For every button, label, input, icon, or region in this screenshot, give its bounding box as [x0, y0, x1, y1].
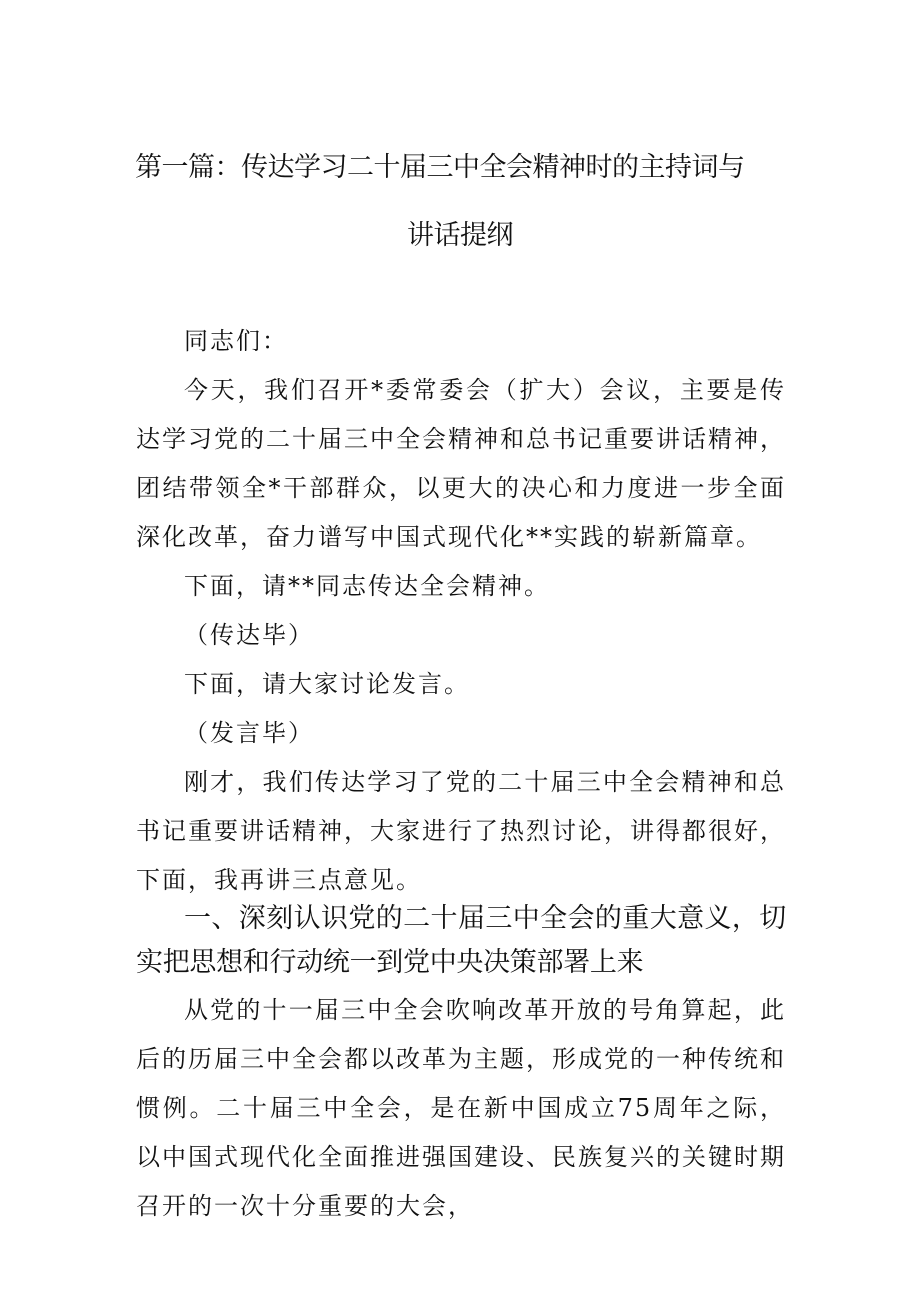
paragraph-summary: 刚才，我们传达学习了党的二十届三中全会精神和总书记重要讲话精神，大家进行了热烈讨论，讲得都很好，下面，我再讲三点意见。	[136, 768, 786, 894]
paragraph-relay-done: （传达毕）	[184, 621, 314, 649]
document-title-line-1: 第一篇：传达学习二十届三中全会精神时的主持词与	[135, 152, 745, 183]
section-heading-1: 一、深刻认识党的二十届三中全会的重大意义，切实把思想和行动统一到党中央决策部署上来	[136, 903, 786, 978]
paragraph-opening: 今天，我们召开*委常委会（扩大）会议，主要是传达学习党的二十届三中全会精神和总书记重要讲话精神，团结带领全*干部群众，以更大的决心和力度进一步全面深化改革，奋力谱写中国式现代化**实践的崭新篇章。	[136, 376, 786, 551]
paragraph-section-1-intro: 从党的十一届三中全会吹响改革开放的号角算起，此后的历届三中全会都以改革为主题，形成党的一种传统和惯例。二十届三中全会，是在新中国成立75周年之际，以中国式现代化全面推进强国建设、民族复兴的关键时期召开的一次十分重要的大会，	[136, 996, 786, 1220]
paragraph-discussion-done: （发言毕）	[184, 719, 314, 747]
document-title-line-2: 讲话提纲	[407, 220, 513, 251]
paragraph-discussion-request: 下面，请大家讨论发言。	[184, 670, 470, 698]
greeting: 同志们：	[184, 327, 288, 355]
paragraph-relay-request: 下面，请**同志传达全会精神。	[184, 572, 550, 600]
